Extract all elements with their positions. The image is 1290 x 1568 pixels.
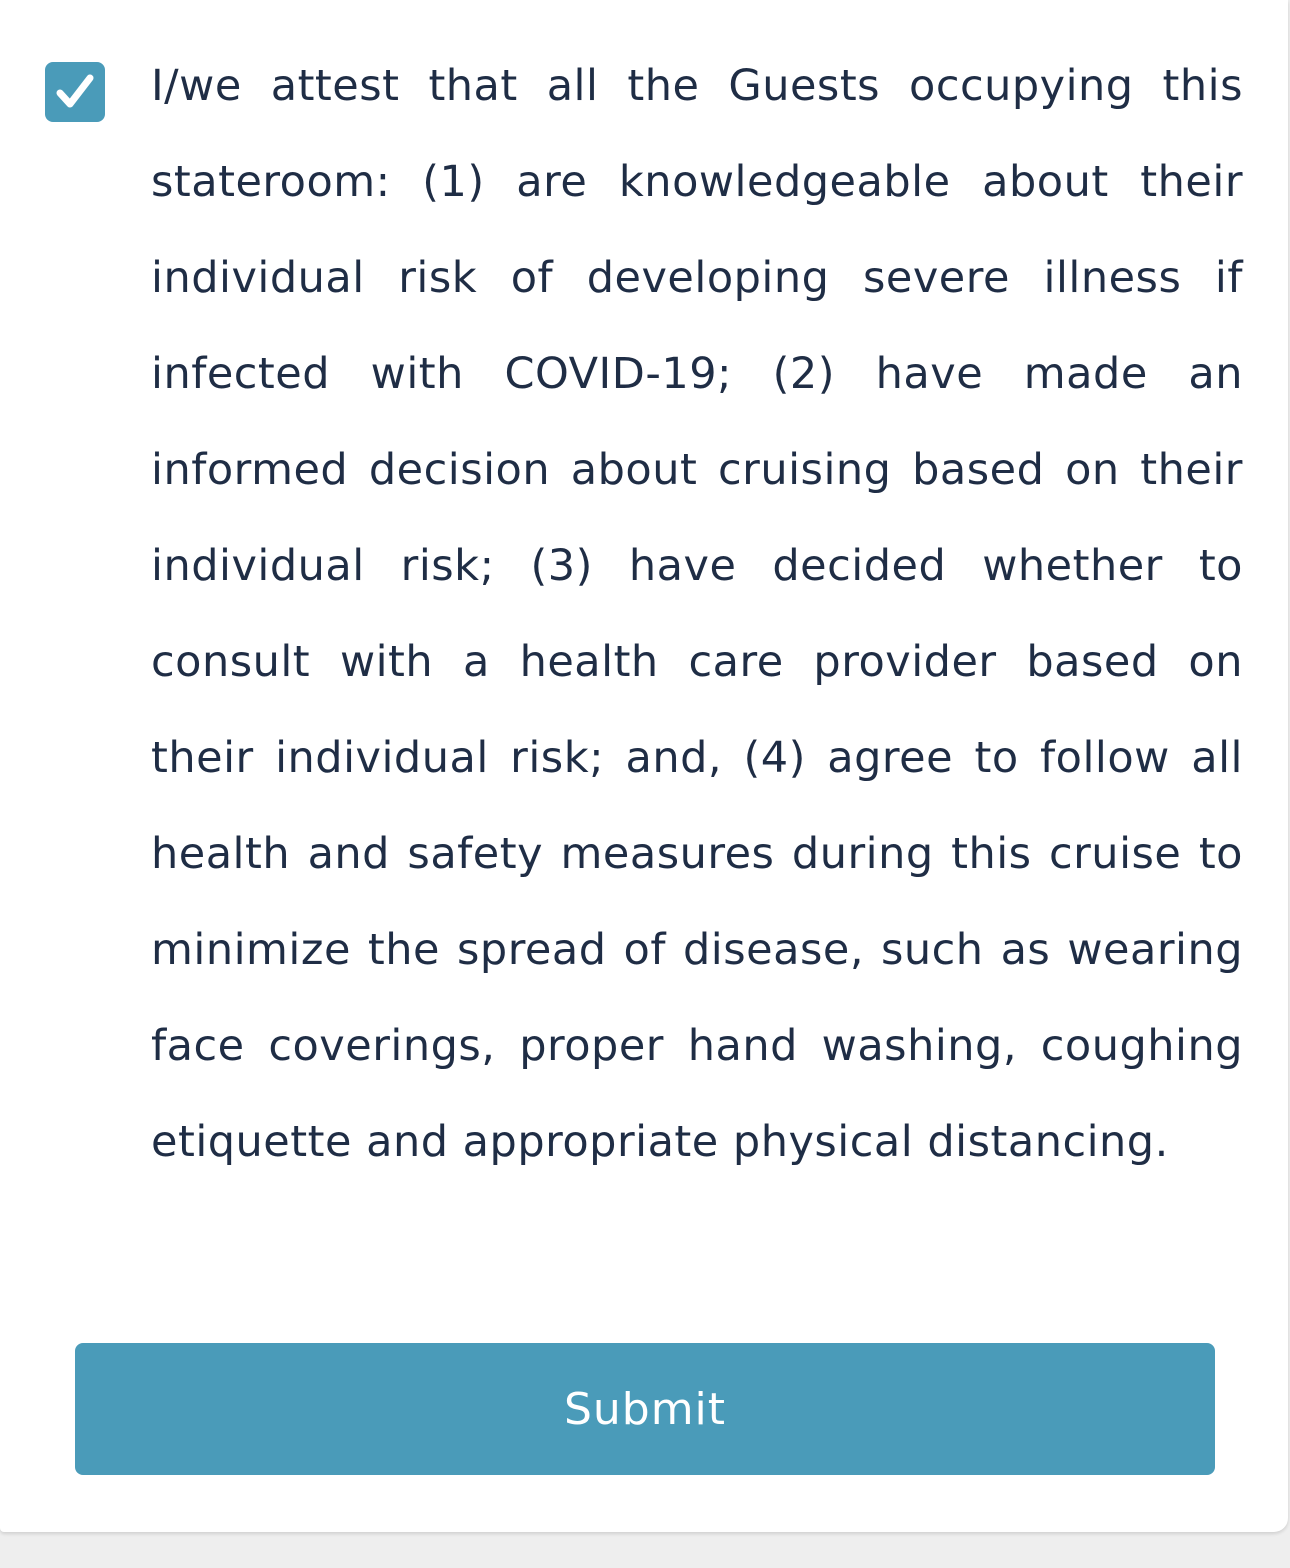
attestation-text: I/we attest that all the Guests occupying this stateroom: (1) are knowledgeable about their individual risk of developing severe illness if infected with COVID-19; (2) have made an informed decision about cruising based on their individual risk; (3) have decided whether to consult with a health care provider based on their individual risk; and, (4) agree to follow all health and safety measures during this cruise to minimize the spread of disease, such as wearing face coverings, proper hand washing, coughing etiquette and appropriate physical distancing. <box>151 61 1243 1167</box>
submit-button[interactable]: Submit <box>75 1343 1215 1475</box>
checkmark-icon <box>45 62 105 122</box>
attestation-checkbox[interactable] <box>45 62 105 122</box>
